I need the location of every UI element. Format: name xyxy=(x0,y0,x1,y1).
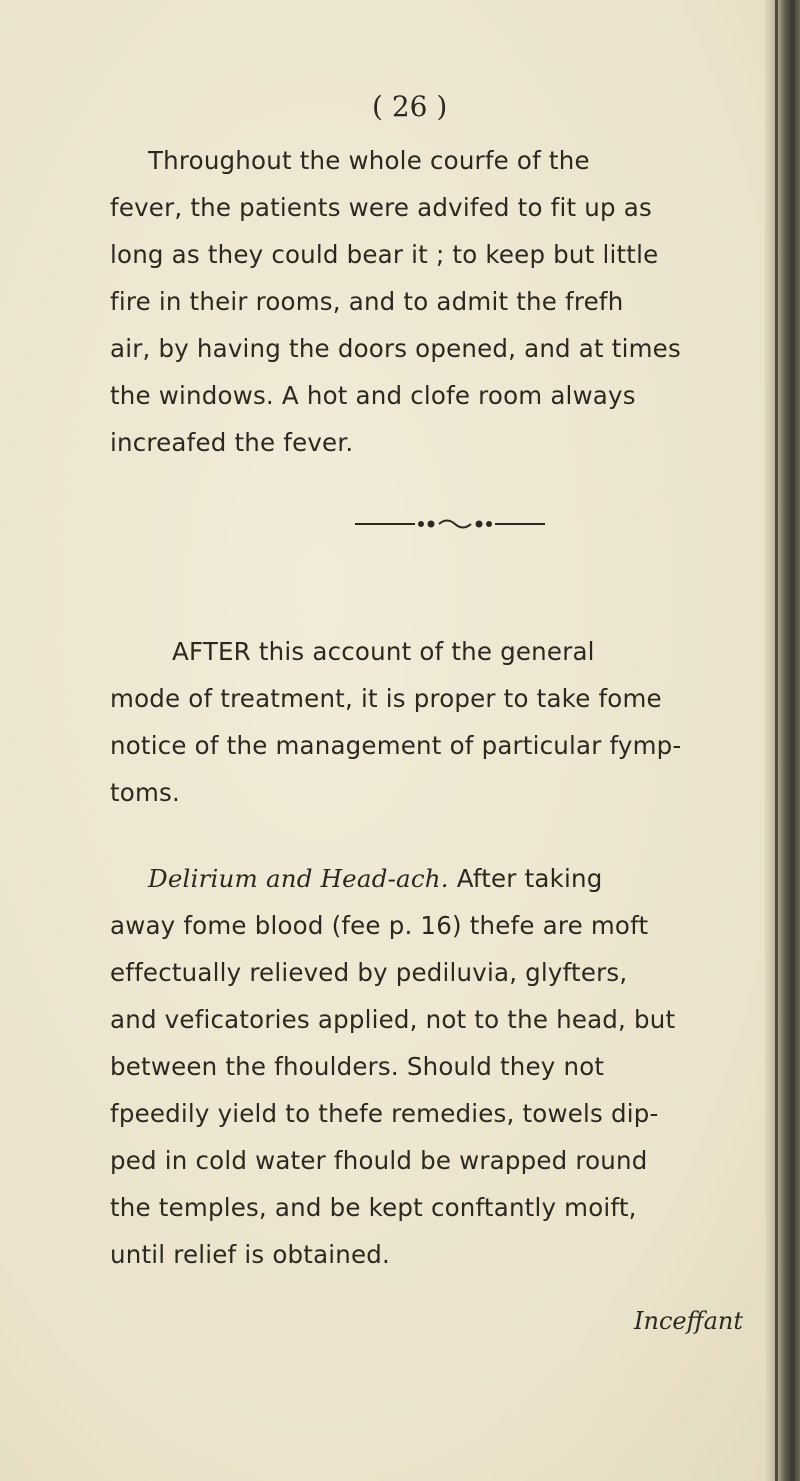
heading-continuation: After taking xyxy=(456,864,603,893)
section-heading: Delirium and Head-ach. xyxy=(148,864,449,893)
text-line: air, by having the doors opened, and at times xyxy=(110,334,681,363)
text-line: AFTER this account of the general xyxy=(172,637,595,666)
text-line: the windows. A hot and clofe room always xyxy=(110,381,636,410)
text-line: ped in cold water fhould be wrapped round xyxy=(110,1146,648,1175)
text-line: fpeedily yield to thefe remedies, towels dip- xyxy=(110,1099,659,1128)
text-line: between the fhoulders. Should they not xyxy=(110,1052,605,1081)
text-line: Throughout the whole courfe of the xyxy=(148,146,590,175)
text-line: until relief is obtained. xyxy=(110,1240,391,1269)
text-line: fire in their rooms, and to admit the frefh xyxy=(110,287,624,316)
text-line: toms. xyxy=(110,778,181,807)
text-line: increafed the fever. xyxy=(110,428,354,457)
text-line: away fome blood (fee p. 16) thefe are moft xyxy=(110,911,649,940)
text-line: notice of the management of particular fymp- xyxy=(110,731,682,760)
text-line xyxy=(148,864,602,893)
text-line: the temples, and be kept conftantly moift, xyxy=(110,1193,637,1222)
page-gutter xyxy=(764,0,800,1481)
text-line: and veficatories applied, not to the head, but xyxy=(110,1005,676,1034)
text-line: effectually relieved by pediluvia, glyfters, xyxy=(110,958,628,987)
binding-edge xyxy=(775,0,778,1481)
text-line: long as they could bear it ; to keep but little xyxy=(110,240,659,269)
catchword: Inceffant xyxy=(634,1307,743,1335)
text-line: mode of treatment, it is proper to take fome xyxy=(110,684,662,713)
text-line: fever, the patients were advifed to fit up as xyxy=(110,193,652,222)
page-number: ( 26 ) xyxy=(372,90,448,123)
section-ornament xyxy=(355,517,545,531)
